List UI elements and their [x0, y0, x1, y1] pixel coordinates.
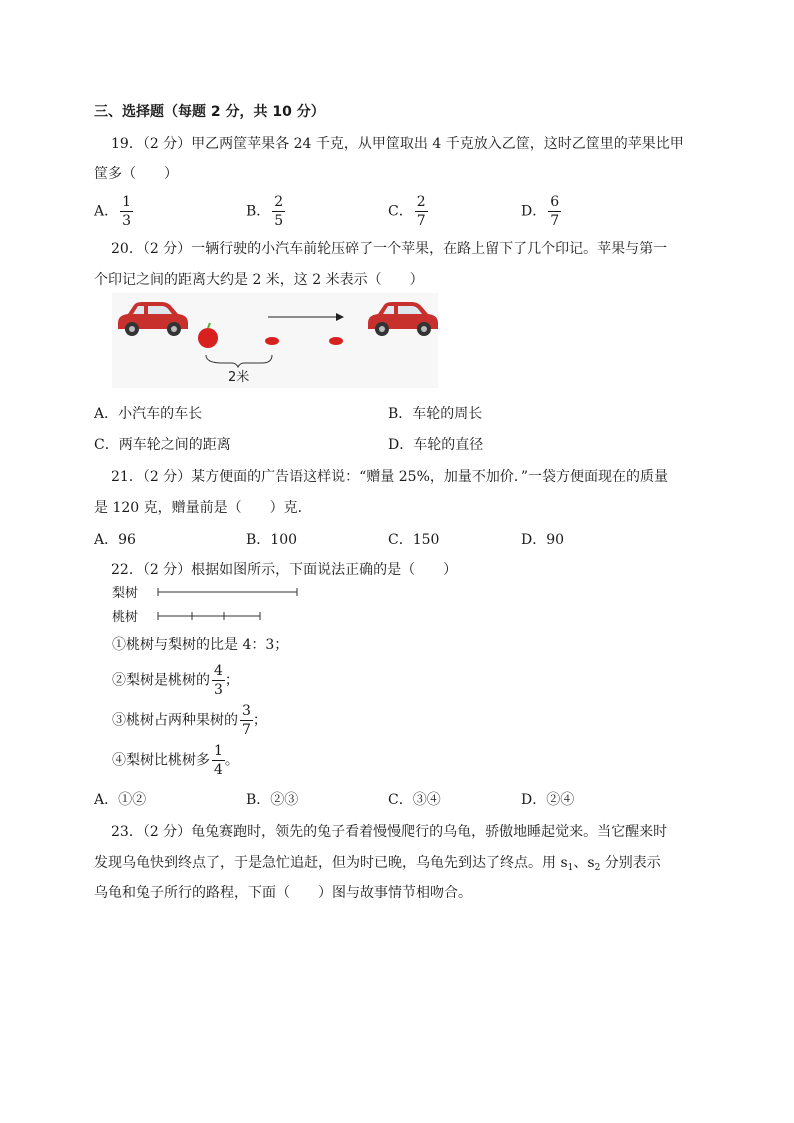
fraction: $\frac{3}{7}$ — [242, 703, 251, 738]
q23-line2: 发现乌龟快到终点了，于是急忙追赶，但为时已晚，乌龟先到达了终点。用 $s_1$、$s_2$ 分别表示 — [94, 855, 661, 873]
option-label: D． — [521, 203, 547, 220]
q20-line2: 个印记之间的距离大约是 2 米，这 2 米表示（ ） — [94, 272, 424, 288]
q22-option-c[interactable]: C．③④ — [388, 792, 441, 808]
fraction: $\frac{1}{3}$ — [122, 194, 132, 229]
q21-option-b[interactable]: B．100 — [246, 532, 298, 548]
option-label: B． — [246, 203, 271, 220]
fraction: $\frac{4}{3}$ — [214, 663, 223, 698]
apple-icon — [198, 323, 218, 348]
q20-option-c[interactable]: C．两车轮之间的距离 — [94, 437, 231, 453]
q23-line3: 乌龟和兔子所行的路程，下面（ ）图与故事情节相吻合。 — [94, 885, 472, 901]
q21-option-a[interactable]: A．96 — [94, 532, 136, 548]
q20-line1: 20．（2 分）一辆行驶的小汽车前轮压碎了一个苹果，在路上留下了几个印记。苹果与第一 — [111, 241, 668, 257]
pear-label: 梨树 — [112, 586, 139, 601]
q22-line1: 22．（2 分）根据如图所示，下面说法正确的是（ ） — [111, 562, 458, 578]
q22-option-d[interactable]: D．②④ — [521, 792, 575, 808]
tree-ratio-figure — [112, 580, 302, 626]
option-label: A． — [94, 203, 119, 220]
fraction: $\frac{1}{4}$ — [214, 743, 223, 778]
car-apple-illustration — [112, 293, 438, 388]
q21-option-d[interactable]: D．90 — [521, 532, 565, 548]
q23-line1: 23．（2 分）龟兔赛跑时，领先的兔子看着慢慢爬行的乌龟，骄傲地睡起觉来。当它醒来时 — [111, 824, 668, 840]
car-icon — [118, 302, 188, 336]
car-icon — [368, 302, 438, 336]
mark-icon — [265, 337, 279, 345]
option-label: C． — [388, 203, 413, 220]
q19-option-a[interactable] — [94, 195, 133, 228]
fraction: $\frac{2}{5}$ — [274, 194, 284, 229]
car-apple-figure — [112, 293, 438, 388]
q22-statement-3: ③桃树占两种果树的 $\frac{3}{7}$ ； — [112, 703, 267, 738]
q19-option-d[interactable] — [521, 195, 561, 228]
peach-label: 桃树 — [112, 610, 139, 625]
q20-option-b[interactable]: B．车轮的周长 — [388, 406, 483, 422]
q19-line2: 筐多（ ） — [94, 166, 178, 182]
q21-line1: 21．（2 分）某方便面的广告语这样说：“赠量 25%，加量不加价．”一袋方便面现在的质量 — [111, 469, 669, 485]
q22-statement-2: ②梨树是桃树的 $\frac{4}{3}$ ； — [112, 663, 239, 698]
fraction: $\frac{6}{7}$ — [550, 194, 560, 229]
segment-diagram — [112, 580, 302, 626]
q19-option-b[interactable] — [246, 195, 285, 228]
q19-line1: 19．（2 分）甲乙两筐苹果各 24 千克，从甲筐取出 4 千克放入乙筐，这时乙筐里的苹果比甲 — [111, 136, 684, 152]
fraction: $\frac{2}{7}$ — [416, 194, 426, 229]
q22-statement-1: ①桃树与梨树的比是 4：3； — [112, 637, 289, 653]
q22-option-b[interactable]: B．②③ — [246, 792, 299, 808]
section-title: 三、选择题（每题 2 分，共 10 分） — [94, 104, 325, 120]
q22-statement-4: ④梨树比桃树多 $\frac{1}{4}$ 。 — [112, 743, 239, 778]
q21-option-c[interactable]: C．150 — [388, 532, 440, 548]
q21-line2: 是 120 克，赠量前是（ ）克． — [94, 500, 312, 516]
q19-option-c[interactable] — [388, 195, 428, 228]
q20-option-a[interactable]: A．小汽车的车长 — [94, 406, 203, 422]
q20-option-d[interactable]: D．车轮的直径 — [388, 437, 484, 453]
mark-icon — [329, 337, 343, 345]
q22-option-a[interactable]: A．①② — [94, 792, 147, 808]
distance-label: 2米 — [228, 370, 250, 385]
